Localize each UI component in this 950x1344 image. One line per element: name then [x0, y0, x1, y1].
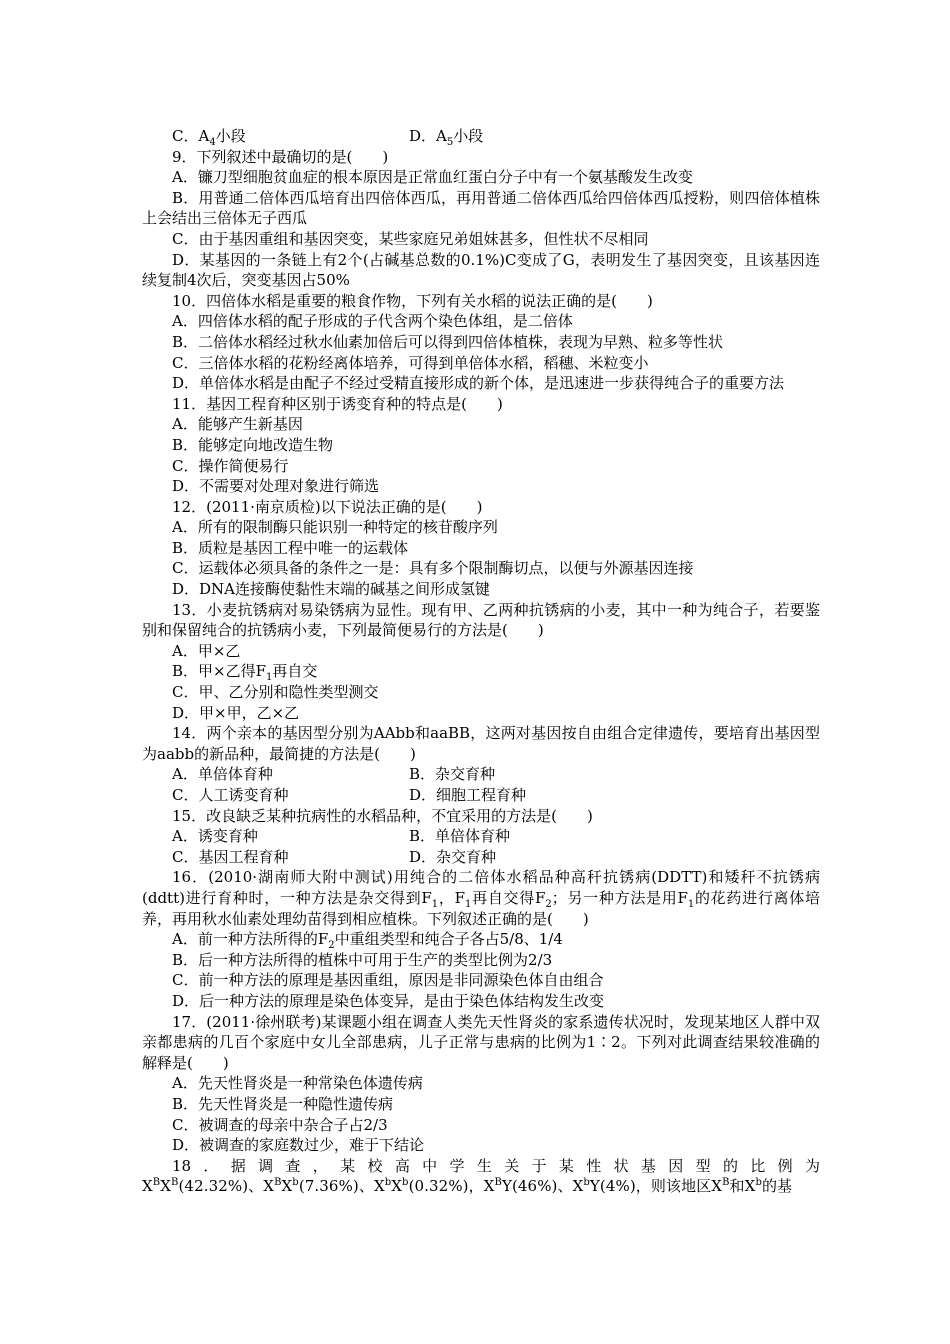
q17-option-a: A．先天性肾炎是一种常染色体遗传病: [172, 1074, 423, 1093]
q16-option-d: D．后一种方法的原理是染色体变异，是由于染色体结构发生改变: [172, 991, 605, 1010]
q11-stem: 11．基因工程育种区别于诱变育种的特点是( ): [172, 394, 503, 413]
q12-stem: 12．(2011·南京质检)以下说法正确的是( ): [172, 497, 483, 516]
q8-option-c: C．$A_4$小段: [172, 127, 246, 148]
q16-stem: 16．(2010·湖南师大附中测试)用纯合的二倍体水稻品种高秆抗锈病(DDTT)和矮秆不抗锈病(ddtt)进行育种时，一种方法是杂交得到$F_1$，$F_1$再自交得$F_2$；另一种方法是用$F_1$的花药进行离体培养，再用秋水仙素处理幼苗得到相应植株。下列叙述正确的是( ): [142, 868, 820, 928]
q13-option-a: A．甲×乙: [172, 641, 241, 660]
q14-option-b: B．杂交育种: [409, 765, 496, 784]
q8-option-d: D．$A_5$小段: [409, 127, 484, 148]
q11-option-b: B．能够定向地改造生物: [172, 435, 334, 454]
q13-stem: 13．小麦抗锈病对易染锈病为显性。现有甲、乙两种抗锈病的小麦，其中一种为纯合子，若要鉴别和保留纯合的抗锈病小麦，下列最简便易行的方法是( ): [142, 600, 820, 640]
q13-option-d: D．甲×甲，乙×乙: [172, 703, 300, 722]
q16-source: 湖南师大附中测试: [257, 868, 387, 887]
q10-option-c: C．三倍体水稻的花粉经离体培养，可得到单倍体水稻，稻穗、米粒变小: [172, 353, 649, 372]
q16-option-b: B．后一种方法所得的植株中可用于生产的类型比例为2/3: [172, 950, 553, 969]
q10-option-b: B．二倍体水稻经过秋水仙素加倍后可以得到四倍体植株，表现为早熟、粒多等性状: [172, 332, 724, 351]
q15-option-a: A．诱变育种: [172, 827, 258, 846]
q16-option-a: A．前一种方法所得的$F_2$中重组类型和纯合子各占5/8、1/4: [172, 930, 563, 952]
q10-stem: 10．四倍体水稻是重要的粮食作物，下列有关水稻的说法正确的是( ): [172, 291, 653, 310]
q17-stem: 17．(2011·徐州联考)某课题小组在调查人类先天性肾炎的家系遗传状况时，发现某地区人群中双亲都患病的几百个家庭中女儿全部患病，儿子正常与患病的比例为1∶2。下列对此调查结果较准确的解释是( ): [142, 1012, 820, 1072]
q12-option-c: C．运载体必须具备的条件之一是：具有多个限制酶切点，以便与外源基因连接: [172, 559, 694, 578]
q15-options-row-1: [142, 826, 820, 847]
q14-option-c: C．人工诱变育种: [172, 786, 289, 804]
q13-option-b: B．甲×乙得$F_1$再自交: [172, 662, 318, 684]
q11-option-c: C．操作简便易行: [172, 456, 289, 475]
q14-option-d: D．细胞工程育种: [409, 786, 527, 804]
q10-option-d: D．单倍体水稻是由配子不经过受精直接形成的新个体，是迅速进一步获得纯合子的重要方法: [172, 374, 785, 393]
q17-option-c: C．被调查的母亲中杂合子占2/3: [172, 1115, 388, 1134]
q9-option-c: C．由于基因重组和基因突变，某些家庭兄弟姐妹甚多，但性状不尽相同: [172, 229, 649, 248]
q11-option-d: D．不需要对处理对象进行筛选: [172, 477, 380, 496]
question-text: [142, 126, 820, 1197]
q9-stem: 9．下列叙述中最确切的是( ): [172, 147, 389, 166]
q12-source: 南京质检: [254, 497, 315, 516]
q9-option-b: B．用普通二倍体西瓜培育出四倍体西瓜，再用普通二倍体西瓜给四倍体西瓜授粉，则四倍体植株上会结出三倍体无子西瓜: [142, 188, 820, 228]
q16-option-c: C．前一种方法的原理是基因重组，原因是非同源染色体自由组合: [172, 971, 604, 990]
q18-stem-line-2: $X^BX^B(42.32\%)$、$X^BX^b(7.36\%)$、$X^bX^b(0.32\%)$，$X^BY(46\%)$、$X^bY(4\%)$，则该地区$X^B$和$X^b$的基: [142, 1177, 793, 1196]
q14-option-a: A．单倍体育种: [172, 765, 273, 784]
q14-options-row-1: [142, 764, 820, 785]
q15-stem: 15．改良缺乏某种抗病性的水稻品种，不宜采用的方法是( ): [172, 806, 593, 825]
q15-option-c: C．基因工程育种: [172, 847, 289, 866]
q17-option-b: B．先天性肾炎是一种隐性遗传病: [172, 1094, 394, 1113]
q17-option-d: D．被调查的家庭数过少，难于下结论: [172, 1136, 425, 1155]
q15-options-row-2: [142, 847, 820, 868]
q13-option-c: C．甲、乙分别和隐性类型测交: [172, 683, 379, 702]
q9-option-d: D．某基因的一条链上有2个(占碱基总数的0.1%)C变成了G，表明发生了基因突变，且该基因连续复制4次后，突变基因占50%: [142, 250, 820, 290]
q15-option-d: D．杂交育种: [409, 847, 497, 866]
q14-options-row-2: [142, 785, 820, 806]
q12-option-a: A．所有的限制酶只能识别一种特定的核苷酸序列: [172, 518, 498, 537]
q15-option-b: B．单倍体育种: [409, 827, 511, 846]
q14-stem: 14．两个亲本的基因型分别为AAbb和aaBB，这两对基因按自由组合定律遗传，要培育出基因型为aabb的新品种，最简捷的方法是( ): [142, 724, 820, 763]
q10-option-a: A．四倍体水稻的配子形成的子代含两个染色体组，是二倍体: [172, 312, 573, 331]
q12-option-d: D．DNA连接酶使黏性末端的碱基之间形成氢键: [172, 580, 491, 599]
q17-source: 徐州联考: [255, 1012, 316, 1031]
q18-stem-line-1: 18．据调查，某校高中学生关于某性状基因型的比例为: [172, 1156, 820, 1175]
q9-option-a: A．镰刀型细胞贫血症的根本原因是正常血红蛋白分子中有一个氨基酸发生改变: [172, 168, 693, 187]
q8-options-row: [142, 126, 820, 147]
q11-option-a: A．能够产生新基因: [172, 415, 303, 434]
q12-option-b: B．质粒是基因工程中唯一的运载体: [172, 538, 409, 557]
